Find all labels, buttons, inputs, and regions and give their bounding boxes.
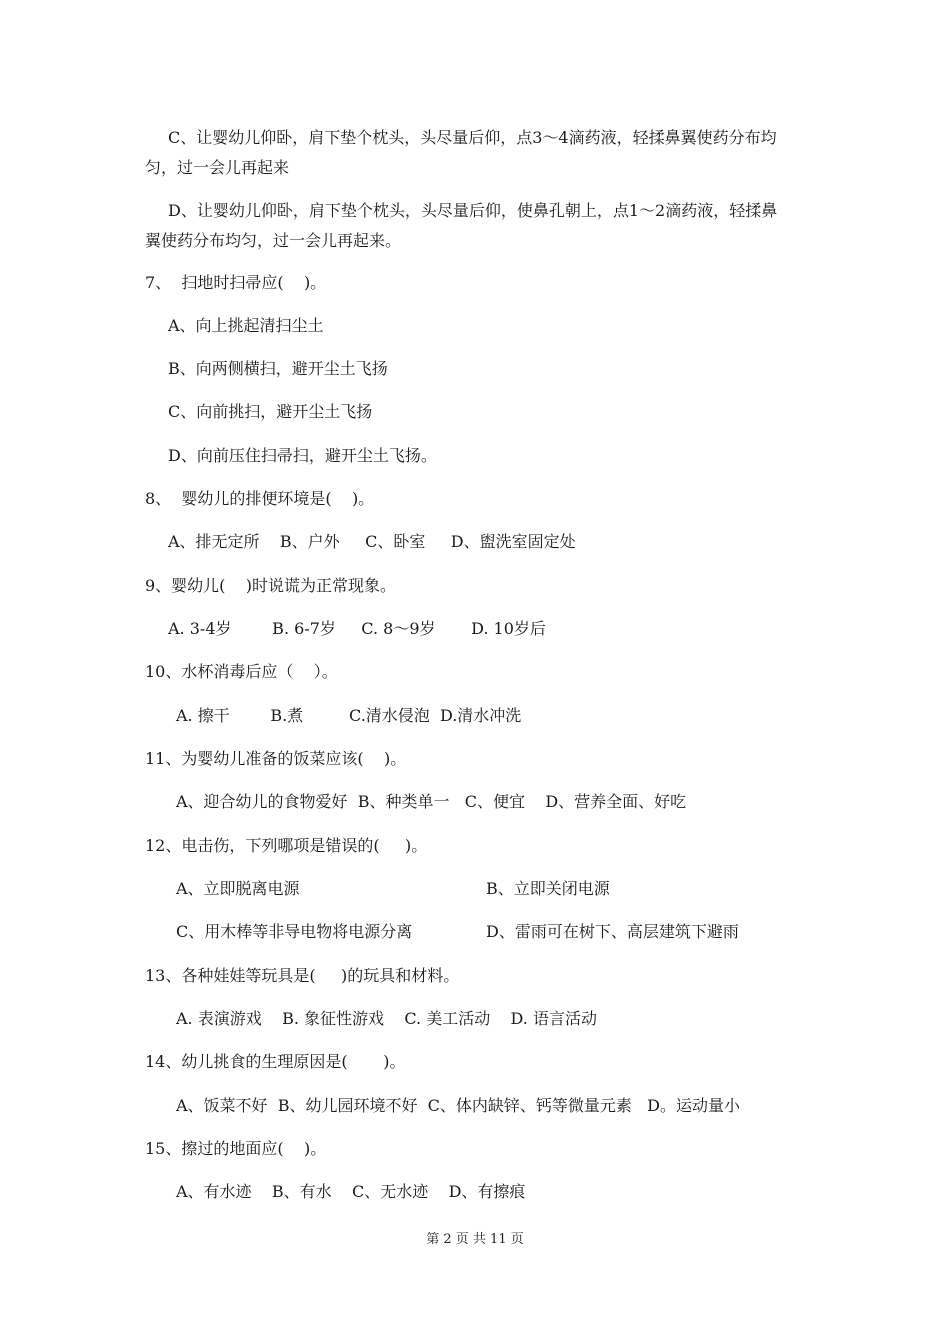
question-15-options: A、有水迹 B、有水 C、无水迹 D、有擦痕: [176, 1182, 526, 1201]
page-footer: 第 2 页 共 11 页: [426, 1232, 524, 1247]
question-12-option-a: A、立即脱离电源: [176, 879, 300, 898]
question-7-option-c: C、向前挑扫，避开尘土飞扬: [168, 402, 373, 421]
question-15: 15、擦过的地面应( )。: [145, 1139, 327, 1158]
question-12: 12、电击伤，下列哪项是错误的( )。: [145, 836, 428, 855]
question-7-option-a: A、向上挑起清扫尘土: [168, 316, 324, 335]
question-6-option-c-line-2: 匀，过一会儿再起来: [145, 158, 290, 177]
question-13: 13、各种娃娃等玩具是( )的玩具和材料。: [145, 966, 460, 985]
question-7-option-b: B、向两侧横扫，避开尘土飞扬: [168, 359, 388, 378]
question-6-option-d-line-2: 翼使药分布均匀，过一会儿再起来。: [145, 231, 402, 250]
question-14: 14、幼儿挑食的生理原因是( )。: [145, 1052, 406, 1071]
question-12-option-b: B、立即关闭电源: [486, 879, 610, 898]
question-10-options: A. 擦干 B.煮 C.清水侵泡 D.清水冲洗: [176, 706, 522, 725]
question-8: 8、 婴幼儿的排便环境是( )。: [145, 489, 375, 508]
question-11-options: A、迎合幼儿的食物爱好 B、种类单一 C、便宜 D、营养全面、好吃: [176, 792, 687, 811]
question-10: 10、水杯消毒后应（ ）。: [145, 662, 338, 681]
question-8-options: A、排无定所 B、户外 C、卧室 D、盥洗室固定处: [168, 532, 576, 551]
question-12-option-d: D、雷雨可在树下、高层建筑下避雨: [486, 922, 739, 941]
question-14-options: A、饭菜不好 B、幼儿园环境不好 C、体内缺锌、钙等微量元素 D。运动量小: [176, 1096, 740, 1115]
question-7-option-d: D、向前压住扫帚扫，避开尘土飞扬。: [168, 446, 437, 465]
question-6-option-d-line-1: D、让婴幼儿仰卧，肩下垫个枕头，头尽量后仰，使鼻孔朝上，点1～2滴药液，轻揉鼻: [168, 201, 778, 220]
question-12-option-c: C、用木棒等非导电物将电源分离: [176, 922, 413, 941]
question-9-options: A. 3-4岁 B. 6-7岁 C. 8～9岁 D. 10岁后: [168, 619, 546, 638]
question-11: 11、为婴幼儿准备的饭菜应该( )。: [145, 749, 407, 768]
question-7: 7、 扫地时扫帚应( )。: [145, 273, 327, 292]
question-9: 9、婴幼儿( )时说谎为正常现象。: [145, 576, 397, 595]
question-13-options: A. 表演游戏 B. 象征性游戏 C. 美工活动 D. 语言活动: [176, 1009, 597, 1028]
question-6-option-c-line-1: C、让婴幼儿仰卧，肩下垫个枕头，头尽量后仰，点3～4滴药液，轻揉鼻翼使药分布均: [168, 128, 777, 147]
